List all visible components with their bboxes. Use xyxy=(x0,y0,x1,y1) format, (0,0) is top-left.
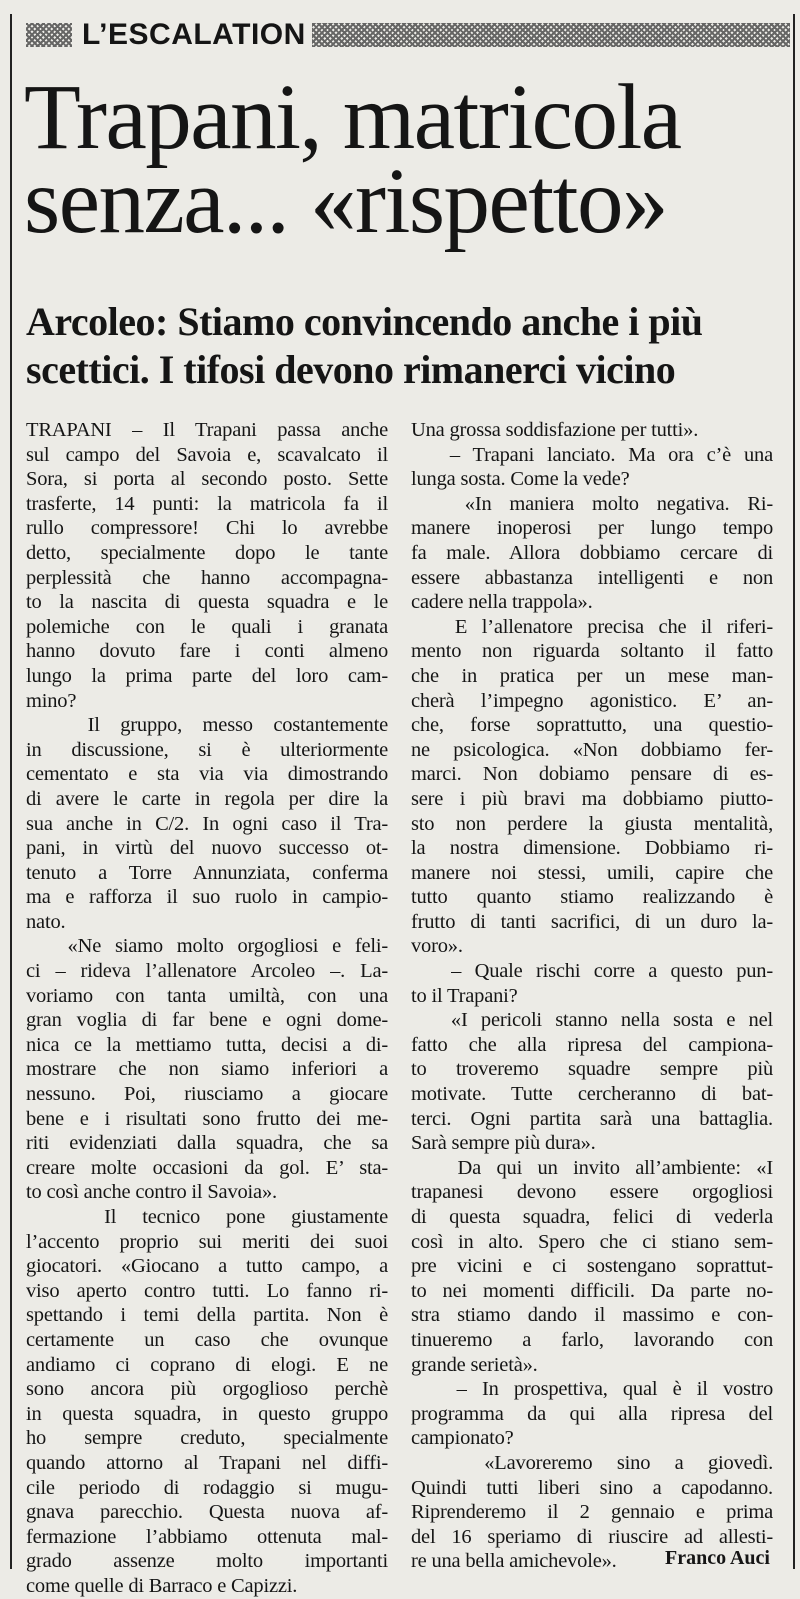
kicker-label: L’ESCALATION xyxy=(82,18,306,51)
article-line: spettando i temi della partita. Non è xyxy=(26,1304,388,1327)
article-line: manere inoperosi per lungo tempo xyxy=(411,517,773,540)
article-line: tenuto a Torre Annunziata, conferma xyxy=(26,861,388,884)
article-line: Da qui un invito all’ambiente: «I xyxy=(411,1156,773,1179)
headline-line: Trapani, matricola xyxy=(24,66,681,169)
subheadline xyxy=(26,298,792,394)
article-line: trasferte, 14 punti: la matricola fa il xyxy=(26,492,388,515)
article-line: creare molte occasioni da gol. E’ sta- xyxy=(26,1156,388,1179)
article-line: nato. xyxy=(26,910,66,933)
article-line: viso aperto contro tutti. Lo fanno ri- xyxy=(26,1279,388,1302)
article-line: Il tecnico pone giustamente xyxy=(26,1206,388,1228)
article-line: l’accento proprio sui meriti dei suoi xyxy=(26,1230,388,1253)
article-line: motivate. Tutte cercheranno di bat- xyxy=(411,1083,773,1106)
article-line: Una grossa soddisfazione per tutti». xyxy=(411,419,699,441)
article-line: del 16 speriamo di riuscire ad allesti- xyxy=(411,1525,773,1548)
article-line: Il gruppo, messo costantemente xyxy=(26,714,388,737)
article-line: di questa squadra, felici di vederla xyxy=(411,1206,773,1228)
article-line: bene e i risultati sono frutto dei me- xyxy=(26,1107,388,1130)
article-line: nessuno. Poi, riusciamo a giocare xyxy=(26,1083,388,1106)
article-line: cherà l’impegno agonistico. E’ an- xyxy=(411,689,773,712)
article-line: nica ce la mettiamo tutta, decisi a di- xyxy=(26,1033,388,1056)
article-line: andiamo ci coprano di elogi. E ne xyxy=(26,1353,388,1376)
article-line: sto non perdere la giusta mentalità, xyxy=(411,812,773,835)
article-line: gnava parecchio. Questa nuova af- xyxy=(26,1501,388,1524)
article-line: sere i più bravi ma dobbiamo piutto- xyxy=(411,787,773,810)
headline-line: senza... «rispetto» xyxy=(24,150,667,253)
article-line: ma e rafforza il suo ruolo in campio- xyxy=(26,886,388,909)
article-line: che, forse soprattutto, una questio- xyxy=(411,714,773,737)
article-line: «Ne siamo molto orgogliosi e feli- xyxy=(26,935,388,958)
article-line: di avere le carte in regola per dire la xyxy=(26,787,388,810)
article-line: tutto quanto stiamo realizzando è xyxy=(411,886,773,909)
article-line: trapanesi devono essere orgogliosi xyxy=(411,1181,773,1204)
article-line: «Lavoreremo sino a giovedì. xyxy=(411,1451,773,1474)
article-line: perplessità che hanno accompagna- xyxy=(26,566,388,589)
article-line: pre vicini e ci sostengano soprattut- xyxy=(411,1255,773,1278)
article-line: certamente un caso che ovunque xyxy=(26,1328,388,1351)
subheadline-line: Arcoleo: Stiamo convincendo anche i più xyxy=(26,299,703,344)
article-line: la nostra dimensione. Dobbiamo ri- xyxy=(411,837,773,860)
article-line: Riprenderemo il 2 gennaio e prima xyxy=(411,1501,773,1524)
article-line: voro». xyxy=(411,935,463,958)
byline: Franco Auci xyxy=(665,1547,770,1569)
article-line: stra stiamo dando il massimo e con- xyxy=(411,1304,773,1327)
article-line: cementato e sta via via dimostrando xyxy=(26,763,388,786)
article-line: campionato? xyxy=(411,1427,514,1450)
article-column-left xyxy=(26,418,388,1599)
article-line: fatto che alla ripresa del campiona- xyxy=(411,1033,773,1056)
article-line: grado assenze molto importanti xyxy=(26,1550,388,1573)
article-column-right xyxy=(411,418,773,1574)
article-line: terci. Ogni partita sarà una battaglia. xyxy=(411,1107,773,1130)
article-line: frutto di tanti sacrifici, di un duro la- xyxy=(411,910,773,933)
article-line: voriamo con tanta umiltà, con una xyxy=(26,984,388,1007)
article-line: marci. Non dobiamo pensare di es- xyxy=(411,763,773,786)
article-line: che in pratica per un mese man- xyxy=(411,664,773,687)
article-line: cadere nella trappola». xyxy=(411,591,593,614)
article-line: così in alto. Spero che ci stiano sem- xyxy=(411,1230,773,1253)
article-line: in questa squadra, in questo gruppo xyxy=(26,1402,388,1425)
article-line: in discussione, si è ulteriormente xyxy=(26,738,388,761)
article-line: «In maniera molto negativa. Ri- xyxy=(411,492,773,515)
article-line: «I pericoli stanno nella sosta e nel xyxy=(411,1009,773,1032)
kicker-hatch-left xyxy=(26,23,72,47)
article-line: mostrare che non siamo inferiori a xyxy=(26,1058,388,1081)
article-line: to la nascita di questa squadra e le xyxy=(26,591,388,614)
article-line: re una bella amichevole». xyxy=(411,1550,617,1573)
article-line: to nei momenti difficili. Da parte no- xyxy=(411,1279,773,1302)
article-line: lunga sosta. Come la vede? xyxy=(411,468,630,491)
kicker-hatch-right xyxy=(312,23,790,47)
article-line: gran voglia di far bene e ogni dome- xyxy=(26,1009,388,1032)
article-line: – In prospettiva, qual è il vostro xyxy=(411,1378,773,1401)
article-line: to troveremo squadre sempre più xyxy=(411,1058,773,1081)
article-line: E l’allenatore precisa che il riferi- xyxy=(411,615,773,638)
article-line: sua anche in C/2. In ogni caso il Tra- xyxy=(26,812,388,835)
article-line: pani, in virtù del nuovo successo ot- xyxy=(26,837,388,860)
kicker-banner xyxy=(26,18,790,52)
article-line: grande serietà». xyxy=(411,1353,538,1376)
article-line: fa male. Allora dobbiamo cercare di xyxy=(411,541,773,564)
article-line: riti evidenziati dalla squadra, che sa xyxy=(26,1132,388,1155)
article-line: mino? xyxy=(26,689,77,712)
article-line: ci – rideva l’allenatore Arcoleo –. La- xyxy=(26,960,388,983)
headline xyxy=(24,66,794,253)
subheadline-line: scettici. I tifosi devono rimanerci vicino xyxy=(26,347,676,392)
article-line: Sarà sempre più dura». xyxy=(411,1132,596,1155)
article-line: fermazione l’abbiamo ottenuta mal- xyxy=(26,1525,388,1548)
article-line: ho sempre creduto, specialmente xyxy=(26,1427,388,1450)
article-line: ne psicologica. «Non dobbiamo fer- xyxy=(411,738,773,761)
article-line: to il Trapani? xyxy=(411,984,518,1007)
article-line: programma da qui alla ripresa del xyxy=(411,1402,773,1425)
article-line: detto, specialmente dopo le tante xyxy=(26,541,388,564)
article-line: essere abbastanza intelligenti e non xyxy=(411,566,773,589)
article-line: giocatori. «Giocano a tutto campo, a xyxy=(26,1255,388,1278)
article-line: sono ancora più orgoglioso perchè xyxy=(26,1378,388,1401)
article-line: hanno dovuto fare i conti almeno xyxy=(26,640,388,663)
article-line: tinueremo a farlo, lavorando con xyxy=(411,1328,773,1351)
article-line: mento non riguarda soltanto il fatto xyxy=(411,640,773,663)
article-line: sul campo del Savoia e, scavalcato il xyxy=(26,443,388,466)
article-line: manere noi stessi, umili, capire che xyxy=(411,861,773,884)
article-line: come quelle di Barraco e Capizzi. xyxy=(26,1574,298,1597)
article-line: – Quale rischi corre a questo pun- xyxy=(411,960,773,983)
article-line: quando attorno al Trapani nel diffi- xyxy=(26,1451,388,1474)
right-border-rule xyxy=(793,14,795,1569)
article-line: Quindi tutti liberi sino a capodanno. xyxy=(411,1476,773,1499)
article-line: TRAPANI – Il Trapani passa anche xyxy=(26,419,388,441)
article-line: cile periodo di rodaggio si mugu- xyxy=(26,1476,388,1499)
left-border-rule xyxy=(10,14,12,1569)
article-line: to così anche contro il Savoia». xyxy=(26,1181,277,1204)
article-line: Sora, si porta al secondo posto. Sette xyxy=(26,468,388,491)
article-line: rullo compressore! Chi lo avrebbe xyxy=(26,517,388,540)
article-line: – Trapani lanciato. Ma ora c’è una xyxy=(411,443,773,466)
article-line: polemiche con le quali i granata xyxy=(26,615,388,638)
article-line: lungo la prima parte del loro cam- xyxy=(26,664,388,687)
